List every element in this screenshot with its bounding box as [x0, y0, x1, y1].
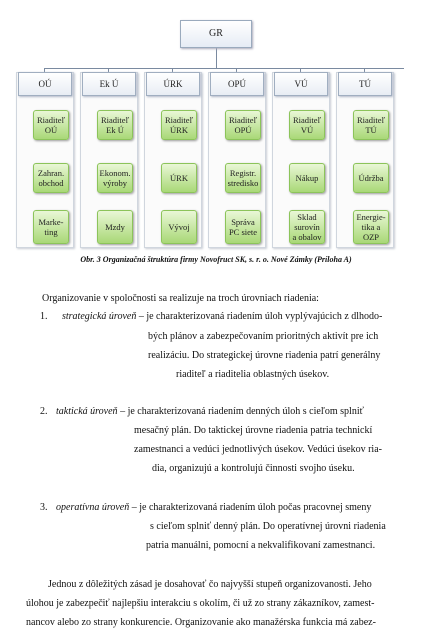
unit-label: ÚRK	[170, 173, 188, 183]
item2-text1: – je charakterizovaná riadením denných úloh s cieľom splniť	[117, 406, 364, 417]
unit-label: Energie- tika a OZP	[356, 212, 386, 242]
unit-box	[161, 163, 197, 193]
item1-line2: bých plánov a zabezpečovaním prioritných aktivít pre ich	[148, 331, 379, 342]
unit-label: Mzdy	[105, 222, 125, 232]
item2-line3: zamestnanci a vedúci jednotlivých úsekov. Vedúci úsekov ria-	[134, 444, 382, 455]
dept-code: ÚRK	[163, 79, 183, 89]
gr-box	[180, 20, 252, 48]
item2-line2: mesačný plán. Do taktickej úrovne riadenia patria technickí	[134, 425, 373, 436]
paragraph-line2: úlohou je zabezpečiť najlepšiu interakciu s okolím, či už zo strany zákazníkov, zamest-	[26, 598, 375, 609]
paragraph-line3: nancov alebo zo strany konkurencie. Organizovanie ako manažérska funkcia má zabez-	[26, 617, 376, 628]
org-chart	[0, 0, 432, 265]
dept-header	[338, 72, 392, 96]
item1-line1	[40, 311, 382, 323]
item1-number: 1.	[40, 311, 48, 322]
item1-term: strategická úroveň	[62, 311, 137, 322]
item2-term: taktická úroveň	[56, 406, 118, 417]
unit-box	[33, 110, 69, 140]
item3-text1: – je charakterizovaná riadením úloh počas pracovnej smeny	[129, 502, 372, 513]
item2-number: 2.	[40, 406, 48, 417]
unit-label: Správa PC siete	[228, 217, 258, 237]
dept-code: Ek Ú	[99, 79, 119, 89]
item1-text1: – je charakterizovaná riadením úloh vyplývajúcich z dlhodo-	[136, 311, 383, 322]
unit-box	[225, 210, 261, 244]
unit-box	[353, 110, 389, 140]
item3-line1	[40, 502, 371, 514]
unit-box	[289, 110, 325, 140]
unit-box	[97, 110, 133, 140]
item2-line4: dia, organizujú a kontrolujú činnosti svojho úseku.	[152, 463, 355, 474]
unit-box	[353, 210, 389, 244]
dept-code: OÚ	[38, 79, 52, 89]
unit-label: Riaditeľ Ek Ú	[100, 115, 129, 135]
dept-header	[274, 72, 328, 96]
unit-label: Marke- ting	[38, 217, 64, 237]
unit-label: Riaditeľ VÚ	[292, 115, 321, 135]
unit-label: Ekonom. výroby	[99, 168, 131, 188]
dept-header	[82, 72, 136, 96]
item1-line4: riaditeľ a riaditelia oblastných úsekov.	[176, 369, 330, 380]
dept-header	[210, 72, 264, 96]
item3-line3: patria manuálni, pomocní a nekvalifikovaní zamestnanci.	[146, 540, 376, 551]
unit-box	[225, 163, 261, 193]
figure-caption: Obr. 3 Organizačná štruktúra firmy Novofruct SK, s. r. o. Nové Zámky (Príloha A)	[80, 255, 352, 264]
unit-box	[97, 163, 133, 193]
unit-label: Nákup	[295, 173, 319, 183]
unit-box	[33, 210, 69, 244]
unit-label: Registr. stredisko	[227, 168, 259, 188]
dept-header	[18, 72, 72, 96]
item3-term: operatívna úroveň	[56, 502, 130, 513]
unit-box	[353, 163, 389, 193]
unit-box	[97, 210, 133, 244]
connector-top	[216, 48, 217, 68]
unit-label: Riaditeľ OÚ	[36, 115, 65, 135]
intro-line: Organizovanie v spoločnosti sa realizuje na troch úrovniach riadenia:	[42, 293, 319, 304]
unit-box	[225, 110, 261, 140]
item3-line2: s cieľom splniť denný plán. Do operatívnej úrovni riadenia	[150, 521, 386, 532]
dept-code: OPÚ	[227, 79, 246, 89]
dept-code: VÚ	[294, 79, 308, 89]
unit-label: Údržba	[358, 173, 384, 183]
unit-label: Riaditeľ ÚRK	[164, 115, 193, 135]
unit-box	[161, 210, 197, 244]
unit-label: Riaditeľ OPÚ	[228, 115, 257, 135]
dept-header	[146, 72, 200, 96]
connector-horizontal	[44, 68, 404, 69]
unit-box	[33, 163, 69, 193]
item2-line1	[40, 406, 364, 418]
paragraph-line1: Jednou z dôležitých zásad je dosahovať čo najvyšší stupeň organizovanosti. Jeho	[48, 579, 372, 590]
unit-label: Zahran. obchod	[37, 168, 65, 188]
dept-code: TÚ	[359, 79, 371, 89]
unit-box	[289, 163, 325, 193]
unit-label: Vývoj	[168, 222, 190, 232]
unit-box	[161, 110, 197, 140]
gr-label: GR	[209, 28, 223, 39]
unit-box	[289, 210, 325, 244]
item3-number: 3.	[40, 502, 48, 513]
item1-line3: realizáciu. Do strategickej úrovne riadenia patrí generálny	[148, 350, 381, 361]
unit-label: Sklad surovín a obalov	[292, 212, 322, 242]
unit-label: Riaditeľ TÚ	[356, 115, 385, 135]
